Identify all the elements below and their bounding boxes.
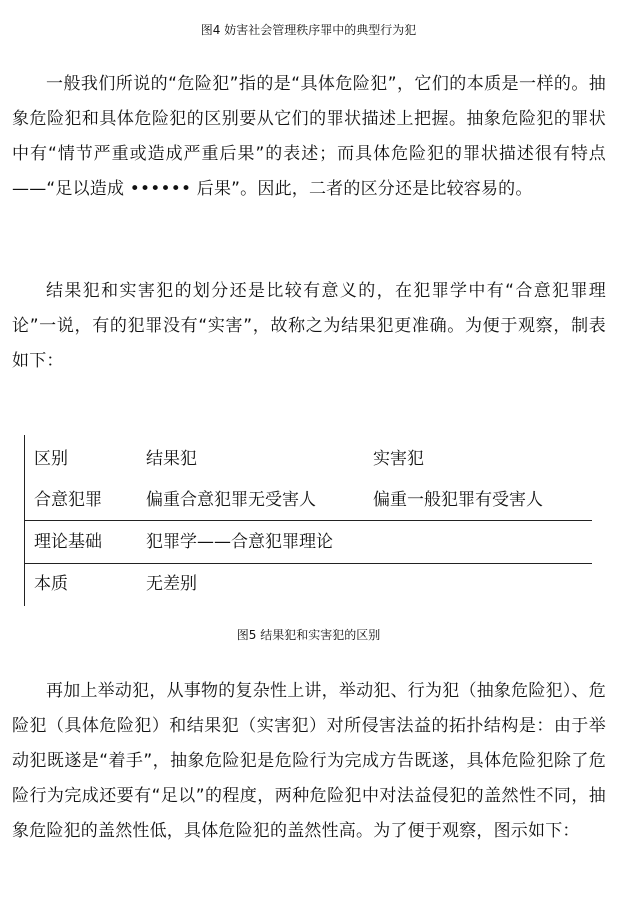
- table-cell: 偏重合意犯罪无受害人: [146, 490, 316, 510]
- table-cell: 无差别: [146, 574, 197, 594]
- table-cell: 理论基础: [34, 532, 102, 552]
- table-cell: 本质: [34, 574, 68, 594]
- table-rule: [24, 520, 592, 521]
- comparison-table: [24, 435, 592, 606]
- table-header-cell: 实害犯: [373, 449, 424, 469]
- paragraph-topology: 再加上举动犯，从事物的复杂性上讲，举动犯、行为犯（抽象危险犯）、危险犯（具体危险犯）和结果犯（实害犯）对所侵害法益的拓扑结构是：由于举动犯既遂是“着手”，抽象危险犯是危险行为完成方告既遂，具体危险犯除了危险行为完成还要有“足以”的程度，两种危险犯中对法益侵犯的盖然性不同，抽象危险犯的盖然性低，具体危险犯的盖然性高。为了便于观察，图示如下：: [12, 681, 606, 841]
- table-header-cell: 区别: [34, 449, 68, 469]
- table-rule: [24, 563, 592, 564]
- figure-5-caption: 图5 结果犯和实害犯的区别: [236, 628, 381, 642]
- paragraph-result-vs-harm-offenses: 结果犯和实害犯的划分还是比较有意义的，在犯罪学中有“合意犯罪理论”一说，有的犯罪没有“实害”，故称之为结果犯更准确。为便于观察，制表如下：: [12, 281, 606, 371]
- figure-4-caption: 图4 妨害社会管理秩序罪中的典型行为犯: [200, 23, 417, 37]
- table-cell: 犯罪学——合意犯罪理论: [146, 532, 333, 552]
- paragraph-danger-offenses: 一般我们所说的“危险犯”指的是“具体危险犯”，它们的本质是一样的。抽象危险犯和具体危险犯的区别要从它们的罪状描述上把握。抽象危险犯的罪状中有“情节严重或造成严重后果”的表述；而具体危险犯的罪状描述很有特点——“足以造成 •••••• 后果”。因此，二者的区分还是比较容易的。: [12, 74, 606, 199]
- table-header-cell: 结果犯: [146, 449, 197, 469]
- table-cell: 合意犯罪: [34, 490, 102, 510]
- table-cell: 偏重一般犯罪有受害人: [373, 490, 543, 510]
